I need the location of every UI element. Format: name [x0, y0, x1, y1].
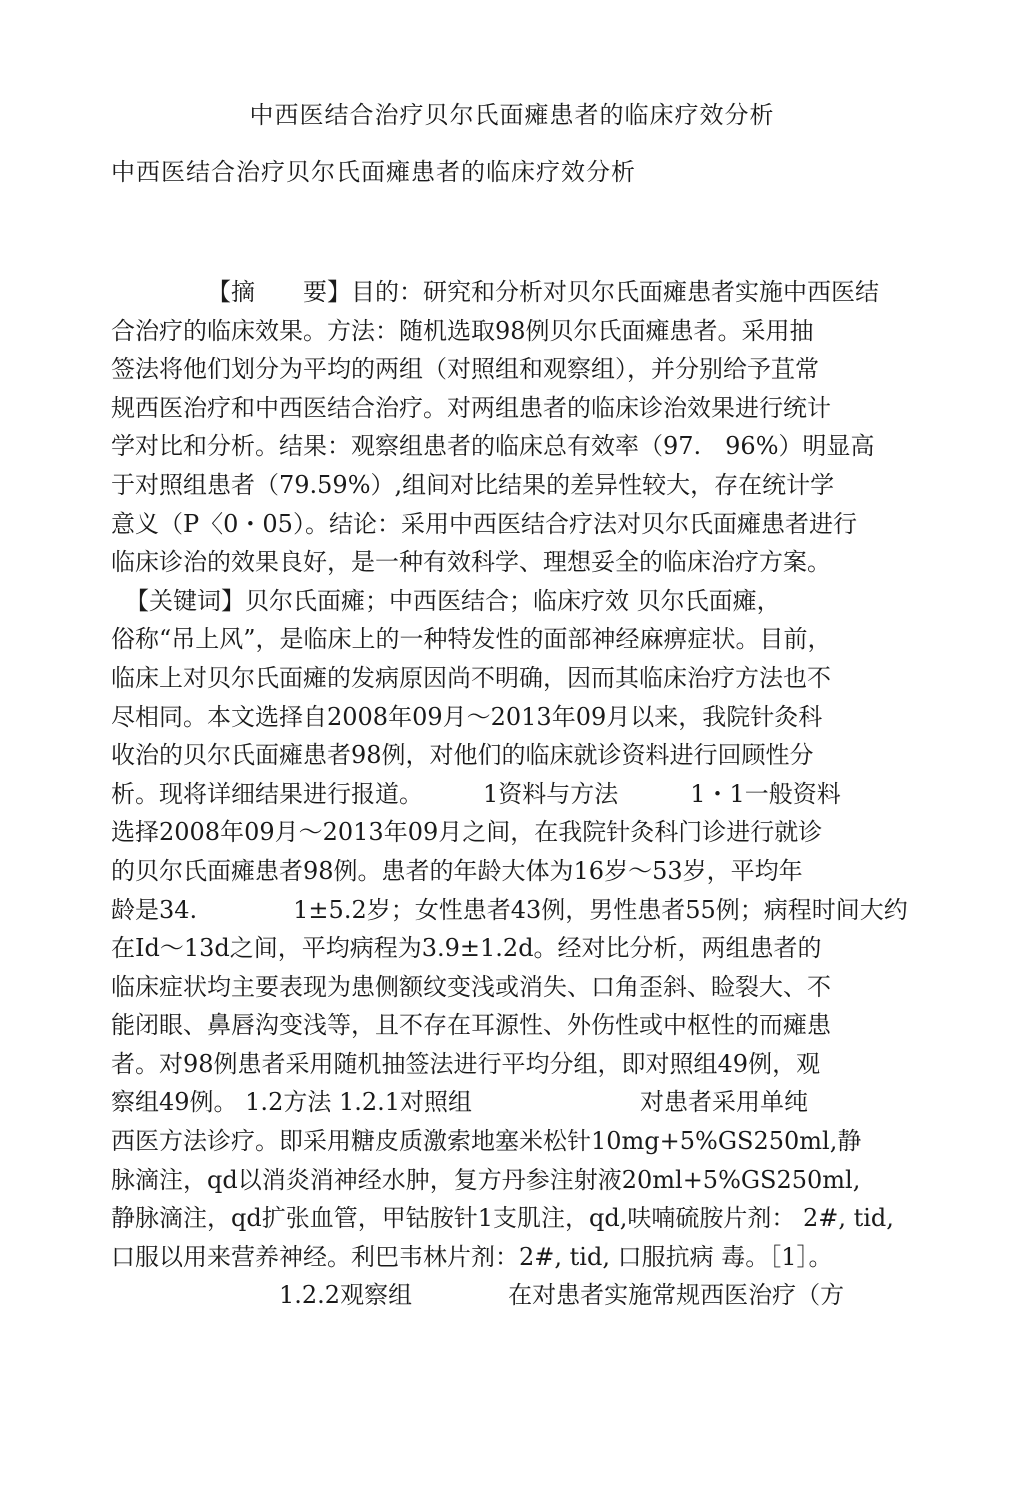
text-line: 察组49例。 1.2方法 1.2.1对照组 对患者采用单纯 [111, 1088, 809, 1117]
text-line: 在Id～13d之间，平均病程为3.9±1.2d。经对比分析，两组患者的 [111, 934, 822, 963]
text-line: 【关键词】贝尔氏面瘫；中西医结合；临床疗效 贝尔氏面瘫， [125, 586, 781, 615]
text-line: 合治疗的临床效果。方法：随机选取98例贝尔氏面瘫患者。采用抽 [111, 316, 814, 345]
text-line: 规西医治疗和中西医结合治疗。对两组患者的临床诊治效果进行统计 [111, 393, 831, 422]
document-title-centered: 中西医结合治疗贝尔氏面瘫患者的临床疗效分析 [249, 101, 775, 129]
text-line: 者。对98例患者采用随机抽签法进行平均分组，即对照组49例，观 [111, 1049, 821, 1078]
document-title: 中西医结合治疗贝尔氏面瘫患者的临床疗效分析 [111, 158, 636, 186]
text-line: 于对照组患者（79.59%）,组间对比结果的差异性较大，存在统计学 [111, 470, 835, 499]
text-line: 尽相同。本文选择自2008年09月～2013年09月以来，我院针灸科 [111, 702, 823, 731]
text-line: 龄是34. 1±5.2岁；女性患者43例，男性患者55例；病程时间大约 [111, 895, 908, 924]
text-line: 临床诊治的效果良好，是一种有效科学、理想妥全的临床治疗方案。 [111, 548, 831, 577]
text-line: 选择2008年09月～2013年09月之间，在我院针灸科门诊进行就诊 [111, 818, 823, 847]
text-line: 能闭眼、鼻唇沟变浅等，且不存在耳源性、外伤性或中枢性的而瘫患 [111, 1011, 831, 1040]
text-line: 收治的贝尔氏面瘫患者98例，对他们的临床就诊资料进行回顾性分 [111, 741, 814, 770]
text-line: 学对比和分析。结果：观察组患者的临床总有效率（97. 96%）明显高 [111, 432, 875, 461]
text-line: 临床症状均主要表现为患侧额纹变浅或消失、口角歪斜、睑裂大、不 [111, 972, 831, 1001]
text-line: 的贝尔氏面瘫患者98例。患者的年龄大体为16岁～53岁，平均年 [111, 856, 803, 885]
text-line: 临床上对贝尔氏面瘫的发病原因尚不明确，因而其临床治疗方法也不 [111, 663, 831, 692]
text-line: 析。现将详细结果进行报道。 1资料与方法 1・1一般资料 [111, 779, 841, 808]
text-line: 签法将他们划分为平均的两组（对照组和观察组），并分别给予苴常 [111, 355, 819, 384]
text-line: 西医方法诊疗。即采用糖皮质激索地塞米松针10mg+5%GS250ml,静 [111, 1127, 862, 1156]
text-line: 口服以用来营养神经。利巴韦林片剂：2#, tid, 口服抗病 毒。［1］。 [111, 1242, 833, 1271]
text-line: 俗称“吊上风”，是临床上的一种特发性的面部神经麻痹症状。目前， [111, 625, 832, 654]
text-line: 意义（P〈0・05）。结论：采用中西医结合疗法对贝尔氏面瘫患者进行 [111, 509, 857, 538]
document-body [111, 273, 931, 1315]
text-line: 静脉滴注，qd扩张血管，甲钴胺针1支肌注，qd,呋喃硫胺片剂： 2#, tid, [111, 1204, 894, 1233]
text-line: 1.2.2观察组 在对患者实施常规西医治疗（方 [111, 1281, 845, 1310]
text-line: 【摘 要】目的：研究和分析对贝尔氏面瘫患者实施中西医结 [207, 278, 879, 306]
text-line: 脉滴注，qd以消炎消神经水肿，复方丹参注射液20ml+5%GS250ml, [111, 1165, 861, 1194]
